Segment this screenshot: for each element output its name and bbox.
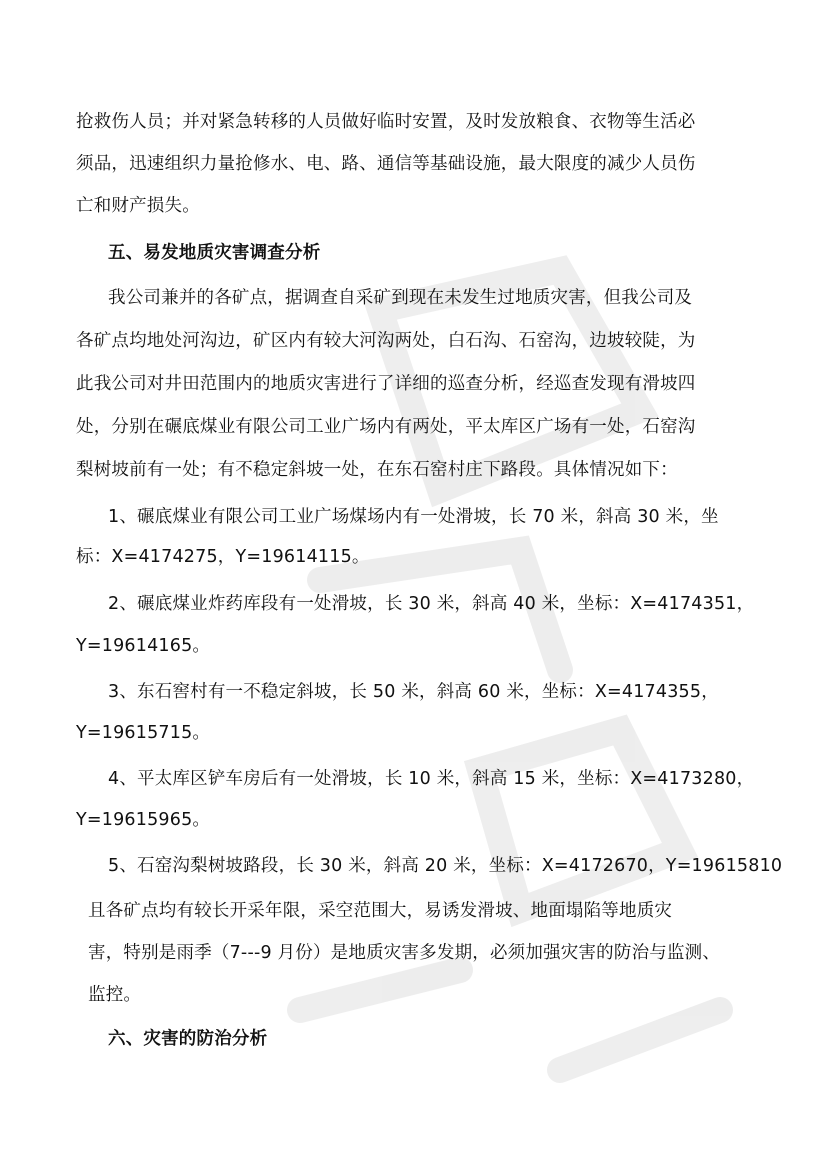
section-heading: 五、易发地质灾害调查分析 — [108, 243, 321, 263]
list-item-continuation: Y=19615715。 — [76, 723, 211, 743]
paragraph-line: 我公司兼并的各矿点，据调查自采矿到现在未发生过地质灾害，但我公司及 — [108, 288, 693, 308]
paragraph-line: 监控。 — [88, 985, 142, 1005]
paragraph-line: 此我公司对井田范围内的地质灾害进行了详细的巡查分析，经巡查发现有滑坡四 — [76, 374, 696, 394]
list-item: 5、石窑沟梨树坡路段，长 30 米，斜高 20 米，坐标：X=4172670，Y=19615810 — [108, 856, 783, 876]
paragraph-line: 且各矿点均有较长开采年限，采空范围大，易诱发滑坡、地面塌陷等地质灾 — [88, 901, 673, 921]
list-item: 1、碾底煤业有限公司工业广场煤场内有一处滑坡，长 70 米，斜高 30 米，坐 — [108, 507, 719, 527]
paragraph-line: 害，特别是雨季（7---9 月份）是地质灾害多发期，必须加强灾害的防治与监测、 — [88, 943, 721, 963]
list-item: 4、平太库区铲车房后有一处滑坡，长 10 米，斜高 15 米，坐标：X=4173280， — [108, 769, 755, 789]
list-item-continuation: Y=19614165。 — [76, 636, 211, 656]
section-heading: 六、灾害的防治分析 — [108, 1029, 268, 1049]
paragraph-line: 抢救伤人员；并对紧急转移的人员做好临时安置，及时发放粮食、衣物等生活必 — [76, 112, 696, 132]
list-item-continuation: Y=19615965。 — [76, 810, 211, 830]
list-item-continuation: 标：X=4174275，Y=19614115。 — [76, 547, 370, 567]
paragraph-line: 梨树坡前有一处；有不稳定斜坡一处，在东石窑村庄下路段。具体情况如下： — [76, 460, 678, 480]
list-item: 3、东石窖村有一不稳定斜坡，长 50 米，斜高 60 米，坐标：X=4174355， — [108, 682, 719, 702]
paragraph-line: 亡和财产损失。 — [76, 196, 200, 216]
paragraph-line: 处，分别在碾底煤业有限公司工业广场内有两处，平太库区广场有一处，石窑沟 — [76, 417, 696, 437]
paragraph-line: 各矿点均地处河沟边，矿区内有较大河沟两处，白石沟、石窑沟，边坡较陡，为 — [76, 331, 696, 351]
paragraph-line: 须品，迅速组织力量抢修水、电、路、通信等基础设施，最大限度的减少人员伤 — [76, 154, 696, 174]
list-item: 2、碾底煤业炸药库段有一处滑坡，长 30 米，斜高 40 米，坐标：X=4174351， — [108, 594, 755, 614]
